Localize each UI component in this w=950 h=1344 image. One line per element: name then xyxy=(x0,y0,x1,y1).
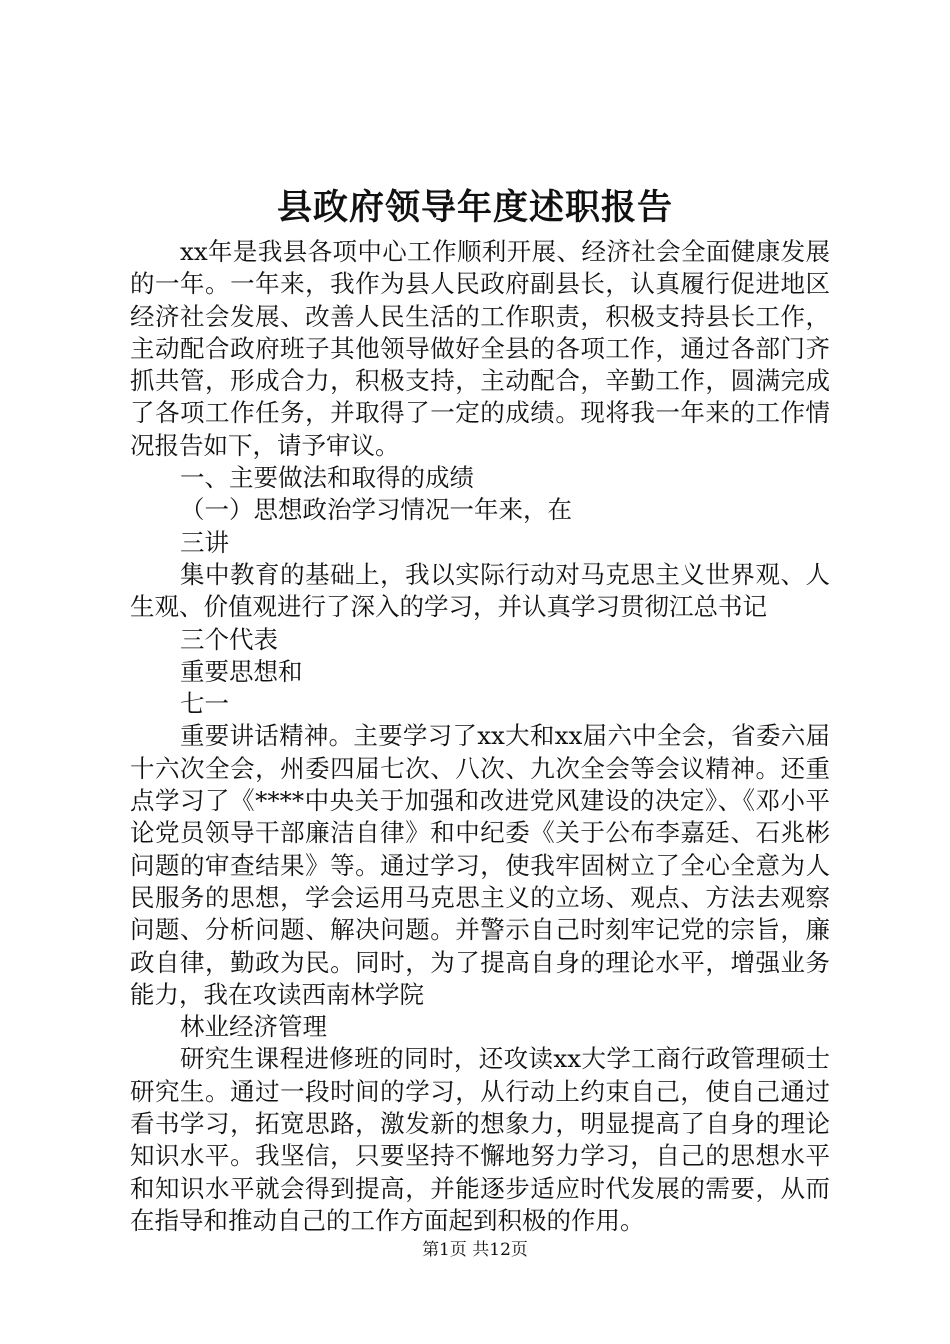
paragraph-fragment: 重要思想和 xyxy=(180,656,303,686)
paragraph: 研究生课程进修班的同时，还攻读xx大学工商行政管理硕士研究生。通过一段时间的学习，从行动上约束自己，使自己通过看书学习，拓宽思路，激发新的想象力，明显提高了自身的理论知识水平。我坚信，只要坚持不懈地努力学习，自己的思想水平和知识水平就会得到提高，并能逐步适应时代发展的需要，从而在指导和推动自己的工作方面起到积极的作用。 xyxy=(130,1044,830,1235)
paragraph-intro: xx年是我县各项中心工作顺利开展、经济社会全面健康发展的一年。一年来，我作为县人民政府副县长，认真履行促进地区经济社会发展、改善人民生活的工作职责，积极支持县长工作，主动配合政府班子其他领导做好全县的各项工作，通过各部门齐抓共管，形成合力，积极支持，主动配合，辛勤工作，圆满完成了各项工作任务，并取得了一定的成绩。现将我一年来的工作情况报告如下，请予审议。 xyxy=(130,237,830,460)
paragraph: 重要讲话精神。主要学习了xx大和xx届六中全会，省委六届十六次全会，州委四届七次、八次、九次全会等会议精神。还重点学习了《****中央关于加强和改进党风建设的决定》、《邓小平论党员领导干部廉洁自律》和中纪委《关于公布李嘉廷、石兆彬问题的审查结果》等。通过学习，使我牢固树立了全心全意为人民服务的思想，学会运用马克思主义的立场、观点、方法去观察问题、分析问题、解决问题。并警示自己时刻牢记党的宗旨，廉政自律，勤政为民。同时，为了提高自身的理论水平，增强业务能力，我在攻读西南林学院 xyxy=(130,721,830,1009)
document-title: 县政府领导年度述职报告 xyxy=(276,187,673,228)
paragraph-fragment: 七一 xyxy=(180,689,229,719)
paragraph-fragment: 三讲 xyxy=(180,527,229,557)
subsection-heading: （一）思想政治学习情况一年来，在 xyxy=(180,495,572,525)
paragraph-fragment: 三个代表 xyxy=(180,624,278,654)
page-number-footer: 第1页 共12页 xyxy=(422,1240,528,1260)
section-heading: 一、主要做法和取得的成绩 xyxy=(180,463,474,493)
paragraph: 集中教育的基础上，我以实际行动对马克思主义世界观、人生观、价值观进行了深入的学习，并认真学习贯彻江总书记 xyxy=(130,559,830,622)
document-body xyxy=(130,236,830,1237)
paragraph-fragment: 林业经济管理 xyxy=(180,1012,327,1042)
